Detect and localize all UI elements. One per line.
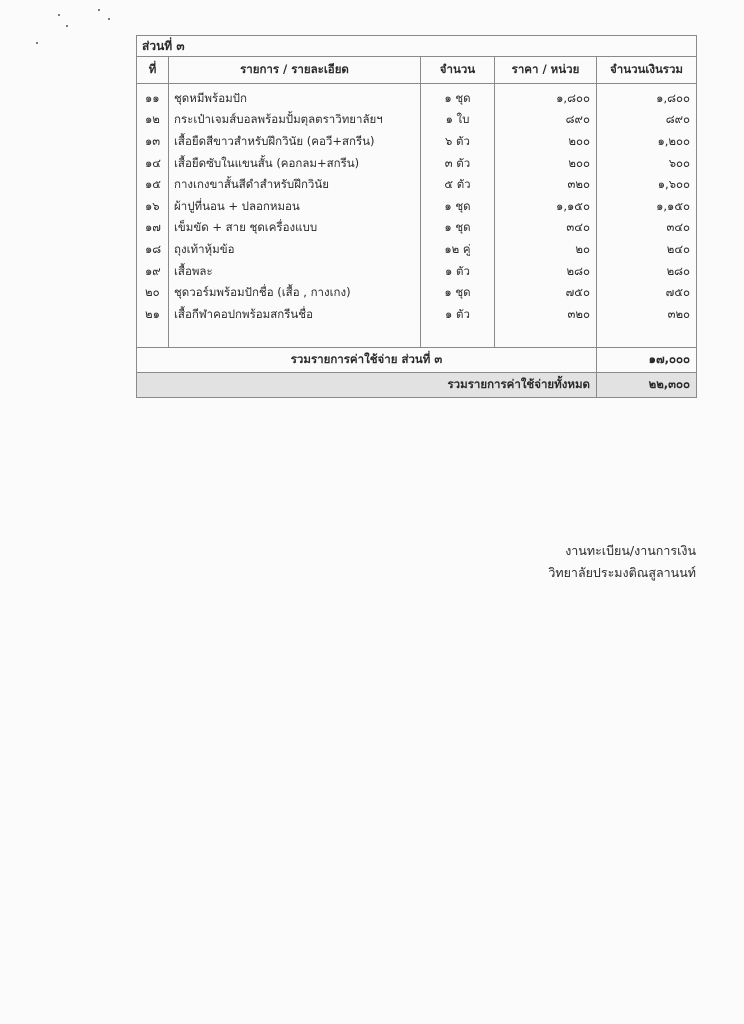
item-qty: ๑ ตัว [421,261,495,283]
col-header-qty: จำนวน [421,57,495,84]
table-row [137,218,697,240]
table-row [137,196,697,218]
item-qty: ๑ ตัว [421,304,495,326]
item-qty: ๖ ตัว [421,131,495,153]
item-desc: กระเป๋าเจมส์บอลพร้อมปั้มตุลตราวิทยาลัยฯ [169,110,421,132]
scan-speck [58,14,60,16]
scan-speck [36,42,38,44]
item-total: ๑,๖๐๐ [597,174,697,196]
section-title-row [137,36,697,57]
item-no: ๑๒ [137,110,169,132]
item-qty: ๑ ชุด [421,196,495,218]
item-desc: ผ้าปูที่นอน + ปลอกหมอน [169,196,421,218]
item-total: ๑,๒๐๐ [597,131,697,153]
item-qty: ๑๒ คู่ [421,239,495,261]
table-row [137,174,697,196]
grand-total-row [137,373,697,398]
col-header-price: ราคา / หน่วย [495,57,597,84]
item-desc: เสื้อยืดซับในแขนสั้น (คอกลม+สกรีน) [169,153,421,175]
grand-total-label: รวมรายการค่าใช้จ่ายทั้งหมด [137,373,597,398]
item-no: ๑๙ [137,261,169,283]
signature-department: งานทะเบียน/งานการเงิน [565,543,696,558]
item-price: ๘๙๐ [495,110,597,132]
table-row [137,131,697,153]
item-desc: เข็มขัด + สาย ชุดเครื่องแบบ [169,218,421,240]
table-row [137,282,697,304]
item-price: ๓๔๐ [495,218,597,240]
table-row [137,304,697,326]
item-no: ๒๐ [137,282,169,304]
item-total: ๑,๑๕๐ [597,196,697,218]
item-price: ๑,๑๕๐ [495,196,597,218]
item-qty: ๑ ชุด [421,84,495,110]
item-price: ๓๒๐ [495,304,597,326]
col-header-no: ที่ [137,57,169,84]
item-desc: เสื้อกีฬาคอปกพร้อมสกรีนชื่อ [169,304,421,326]
col-header-total: จำนวนเงินรวม [597,57,697,84]
table-row [137,84,697,110]
item-total: ๖๐๐ [597,153,697,175]
item-qty: ๑ ชุด [421,218,495,240]
item-no: ๑๑ [137,84,169,110]
item-total: ๒๔๐ [597,239,697,261]
table-spacer-row [137,326,697,348]
table-row [137,239,697,261]
item-no: ๑๔ [137,153,169,175]
section-title: ส่วนที่ ๓ [137,36,697,57]
item-desc: เสื้อยืดสีขาวสำหรับฝึกวินัย (คอวี+สกรีน) [169,131,421,153]
signature-block [548,540,696,584]
item-no: ๑๓ [137,131,169,153]
item-desc: เสื้อพละ [169,261,421,283]
item-no: ๑๕ [137,174,169,196]
item-desc: ชุดวอร์มพร้อมปักชื่อ (เสื้อ , กางเกง) [169,282,421,304]
item-desc: กางเกงขาสั้นสีดำสำหรับฝึกวินัย [169,174,421,196]
item-desc: ชุดหมีพร้อมปัก [169,84,421,110]
table-row [137,153,697,175]
scan-speck [66,25,68,27]
item-desc: ถุงเท้าหุ้มข้อ [169,239,421,261]
subtotal-value: ๑๗,๐๐๐ [597,348,697,373]
table-row [137,110,697,132]
expense-table [136,35,697,398]
item-qty: ๑ ใบ [421,110,495,132]
grand-total-value: ๒๒,๓๐๐ [597,373,697,398]
scan-speck [98,9,100,11]
item-price: ๒๐๐ [495,153,597,175]
item-no: ๑๖ [137,196,169,218]
item-total: ๘๙๐ [597,110,697,132]
item-price: ๑,๘๐๐ [495,84,597,110]
scan-speck [108,18,110,20]
item-price: ๒๐๐ [495,131,597,153]
header-row [137,57,697,84]
subtotal-row [137,348,697,373]
subtotal-label: รวมรายการค่าใช้จ่าย ส่วนที่ ๓ [137,348,597,373]
item-total: ๑,๘๐๐ [597,84,697,110]
item-qty: ๕ ตัว [421,174,495,196]
item-total: ๒๘๐ [597,261,697,283]
item-total: ๓๒๐ [597,304,697,326]
item-price: ๒๐ [495,239,597,261]
item-total: ๓๔๐ [597,218,697,240]
item-price: ๒๘๐ [495,261,597,283]
item-price: ๗๕๐ [495,282,597,304]
item-no: ๑๗ [137,218,169,240]
item-price: ๓๒๐ [495,174,597,196]
signature-college: วิทยาลัยประมงติณสูลานนท์ [548,565,696,580]
col-header-desc: รายการ / รายละเอียด [169,57,421,84]
item-qty: ๓ ตัว [421,153,495,175]
item-total: ๗๕๐ [597,282,697,304]
item-no: ๑๘ [137,239,169,261]
table-row [137,261,697,283]
item-qty: ๑ ชุด [421,282,495,304]
item-no: ๒๑ [137,304,169,326]
